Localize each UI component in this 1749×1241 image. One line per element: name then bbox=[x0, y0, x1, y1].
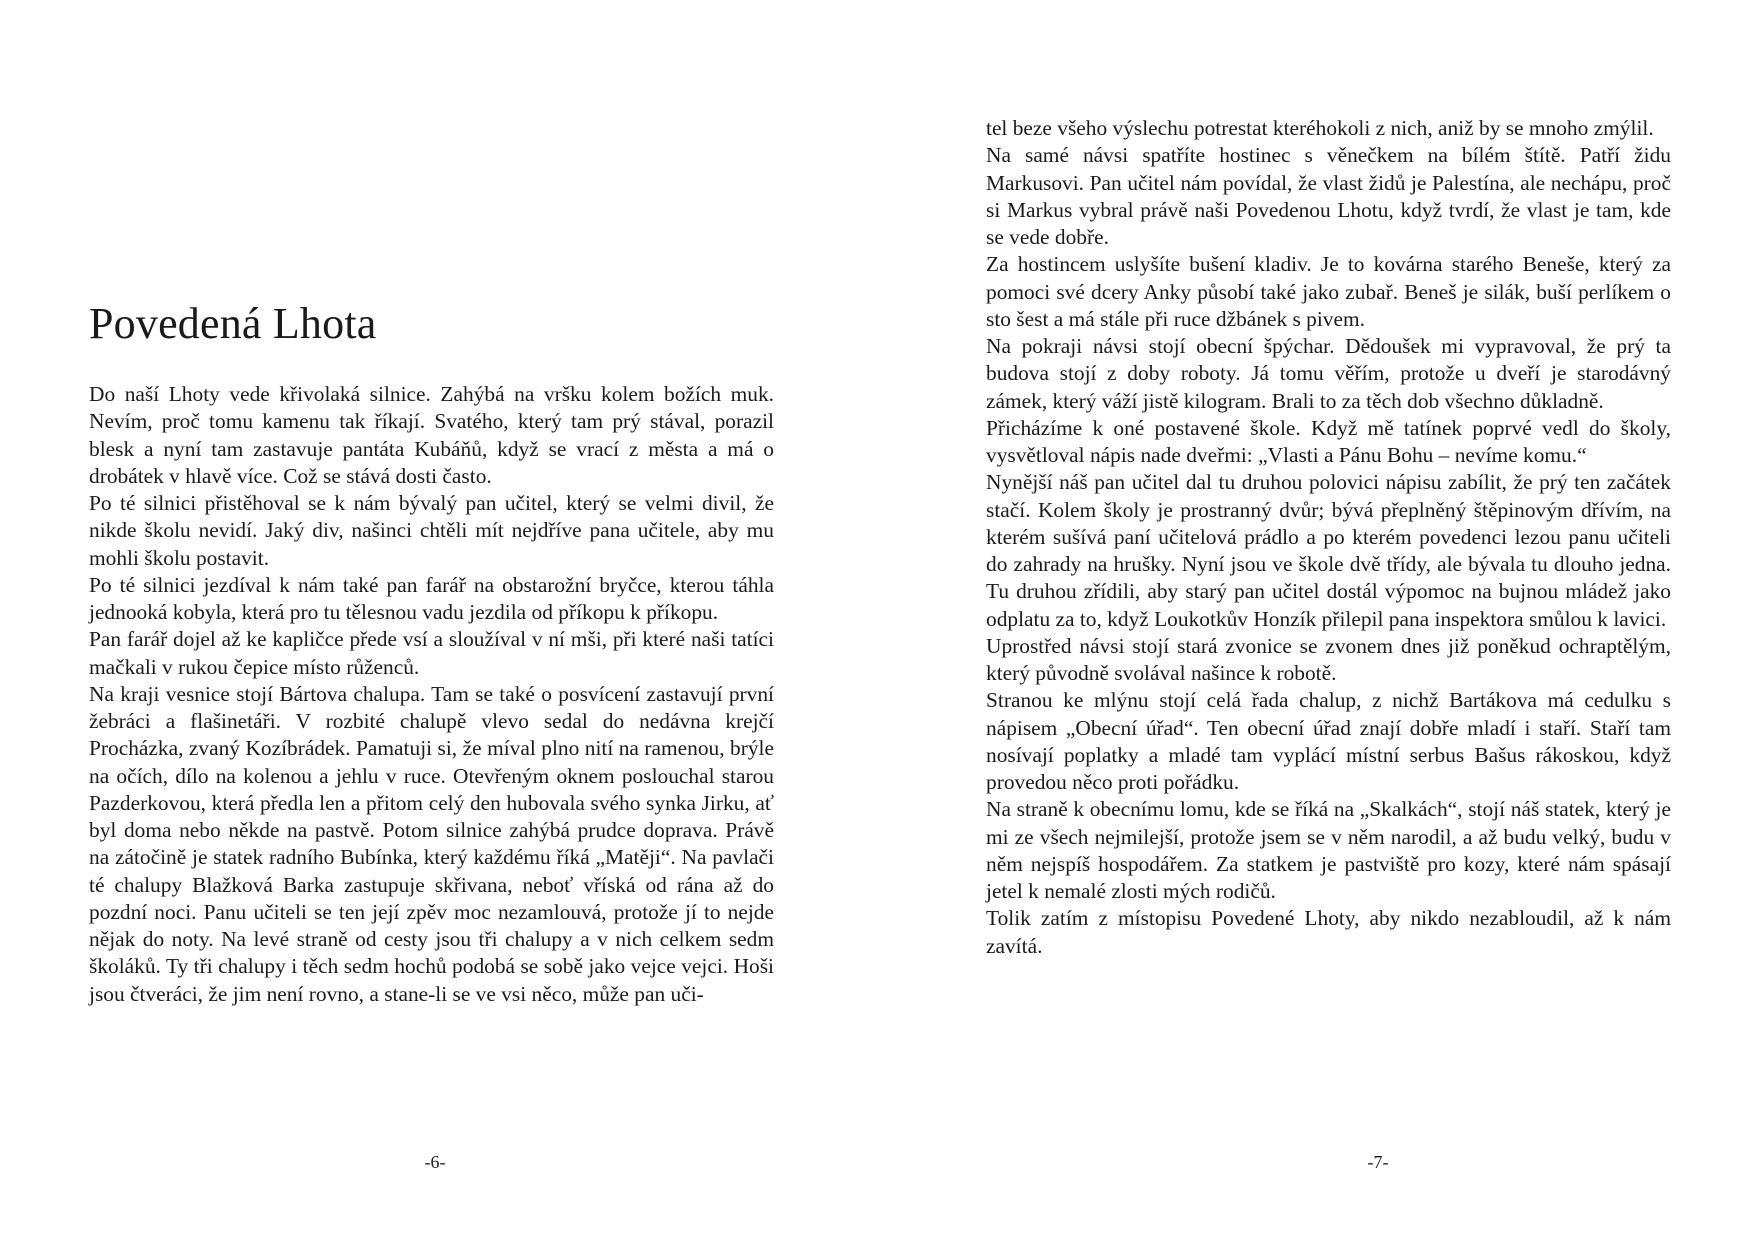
page-number-right: -7- bbox=[1367, 1152, 1389, 1172]
paragraph: Po té silnici přistěhoval se k nám bývalý pan učitel, který se velmi divil, že nikde školu nevidí. Jaký div, našinci chtěli mít nejdříve pana učitele, aby mu mohli školu postavit. bbox=[89, 491, 774, 570]
right-page bbox=[875, 0, 1749, 1241]
paragraph: tel beze všeho výslechu potrestat kteréhokoli z nich, aniž by se mnoho zmýlil. bbox=[986, 116, 1654, 140]
paragraph: Po té silnici jezdíval k nám také pan farář na obstarožní bryčce, kterou táhla jednooká kobyla, která pro tu tělesnou vadu jezdila od příkopu k příkopu. bbox=[89, 572, 774, 624]
paragraph: Na straně k obecnímu lomu, kde se říká na „Skalkách“, stojí náš statek, který je mi ze všech nejmilejší, protože jsem se v něm narodil, a až budu velký, budu v něm nejspíš hospodářem. Za statkem je pastviště pro kozy, které nám spásají jetel k nemalé zlosti mých rodičů. bbox=[986, 797, 1671, 903]
chapter-title: Povedená Lhota bbox=[89, 299, 377, 348]
paragraph: Přicházíme k oné postavené škole. Když mě tatínek poprvé vedl do školy, vysvětloval nápis nade dveřmi: „Vlasti a Pánu Bohu – nevíme komu.“ bbox=[986, 415, 1671, 467]
right-page-text bbox=[986, 115, 1671, 960]
paragraph: Nynější náš pan učitel dal tu druhou polovici nápisu zabílit, že prý ten začátek stačí. Kolem školy je prostranný dvůr; bývá přeplněný štěpinovým dřívím, na kterém sušívá paní učitelová prádlo a po kterém povedenci lezou panu učiteli do zahrady na hrušky. Nyní jsou ve škole dvě třídy, ale bývala tu dlouho jedna. Tu druhou zřídili, aby starý pan učitel dostál výpomoc na bujnou mládež jako odplatu za to, když Loukotkův Honzík přilepil pana inspektora smůlou k lavici. bbox=[986, 470, 1671, 631]
paragraph: Na pokraji návsi stojí obecní špýchar. Dědoušek mi vypravoval, že prý ta budova stojí z doby roboty. Já tomu věřím, protože u dveří je starodávný zámek, který váží jistě kilogram. Brali to za těch dob všechno důkladně. bbox=[986, 334, 1671, 413]
paragraph: Tolik zatím z místopisu Povedené Lhoty, aby nikdo nezabloudil, až k nám zavítá. bbox=[986, 906, 1671, 958]
paragraph: Do naší Lhoty vede křivolaká silnice. Zahýbá na vršku kolem božích muk. Nevím, proč tomu kamenu tak říkají. Svatého, který tam prý stával, porazil blesk a nyní tam zastavuje pantáta Kubáňů, když se vrací z města a má o drobátek v hlavě více. Což se stává dosti často. bbox=[89, 382, 774, 488]
left-page bbox=[0, 0, 874, 1241]
paragraph: Na kraji vesnice stojí Bártova chalupa. Tam se také o posvícení zastavují první žebráci a flašinetáři. V rozbité chalupě vlevo sedal do nedávna krejčí Procházka, zvaný Kozíbrádek. Pamatuji si, že míval plno nití na ramenou, brýle na očích, dílo na kolenou a jehlu v ruce. Otevřeným oknem poslouchal starou Pazderkovou, která předla len a přitom celý den hubovala svého synka Jirku, ať byl doma nebo někde na pastvě. Potom silnice zahýbá prudce doprava. Právě na zátočině je statek radního Bubínka, který každému říká „Matěji“. Na pavlači té chalupy Blažková Barka zastupuje skřivana, neboť vříská od rána až do pozdní noci. Panu učiteli se ten její zpěv moc nezamlouvá, protože jí to nejde nějak do noty. Na levé straně od cesty jsou tři chalupy a v nich celkem sedm školáků. Ty tři chalupy i těch sedm hochů podobá se sobě jako vejce vejci. Hoši jsou čtveráci, že jim není rovno, a stane-li se ve vsi něco, může pan uči- bbox=[89, 681, 774, 1006]
paragraph: Za hostincem uslyšíte bušení kladiv. Je to kovárna starého Beneše, který za pomoci své dcery Anky působí také jako zubař. Beneš je silák, buší perlíkem o sto šest a má stále při ruce džbánek s pivem. bbox=[986, 252, 1671, 331]
paragraph: Pan farář dojel až ke kapličce přede vsí a sloužíval v ní mši, při které naši tatíci mačkali v rukou čepice místo růženců. bbox=[89, 627, 774, 679]
paragraph: Stranou ke mlýnu stojí celá řada chalup, z nichž Bartákova má cedulku s nápisem „Obecní úřad“. Ten obecní úřad znají dobře mladí i staří. Staří tam nosívají poplatky a mladé tam vyplácí místní serbus Bašus rákoskou, když provedou něco proti pořádku. bbox=[986, 688, 1671, 794]
page-number-left: -6- bbox=[424, 1152, 446, 1172]
left-page-text bbox=[89, 381, 774, 1008]
paragraph: Na samé návsi spatříte hostinec s věnečkem na bílém štítě. Patří židu Markusovi. Pan učitel nám povídal, že vlast židů je Palestína, ale nechápu, proč si Markus vybral právě naši Povedenou Lhotu, když tvrdí, že vlast je tam, kde se vede dobře. bbox=[986, 143, 1671, 249]
paragraph: Uprostřed návsi stojí stará zvonice se zvonem dnes již poněkud ochraptělým, který původně svolával našince k robotě. bbox=[986, 633, 1671, 685]
